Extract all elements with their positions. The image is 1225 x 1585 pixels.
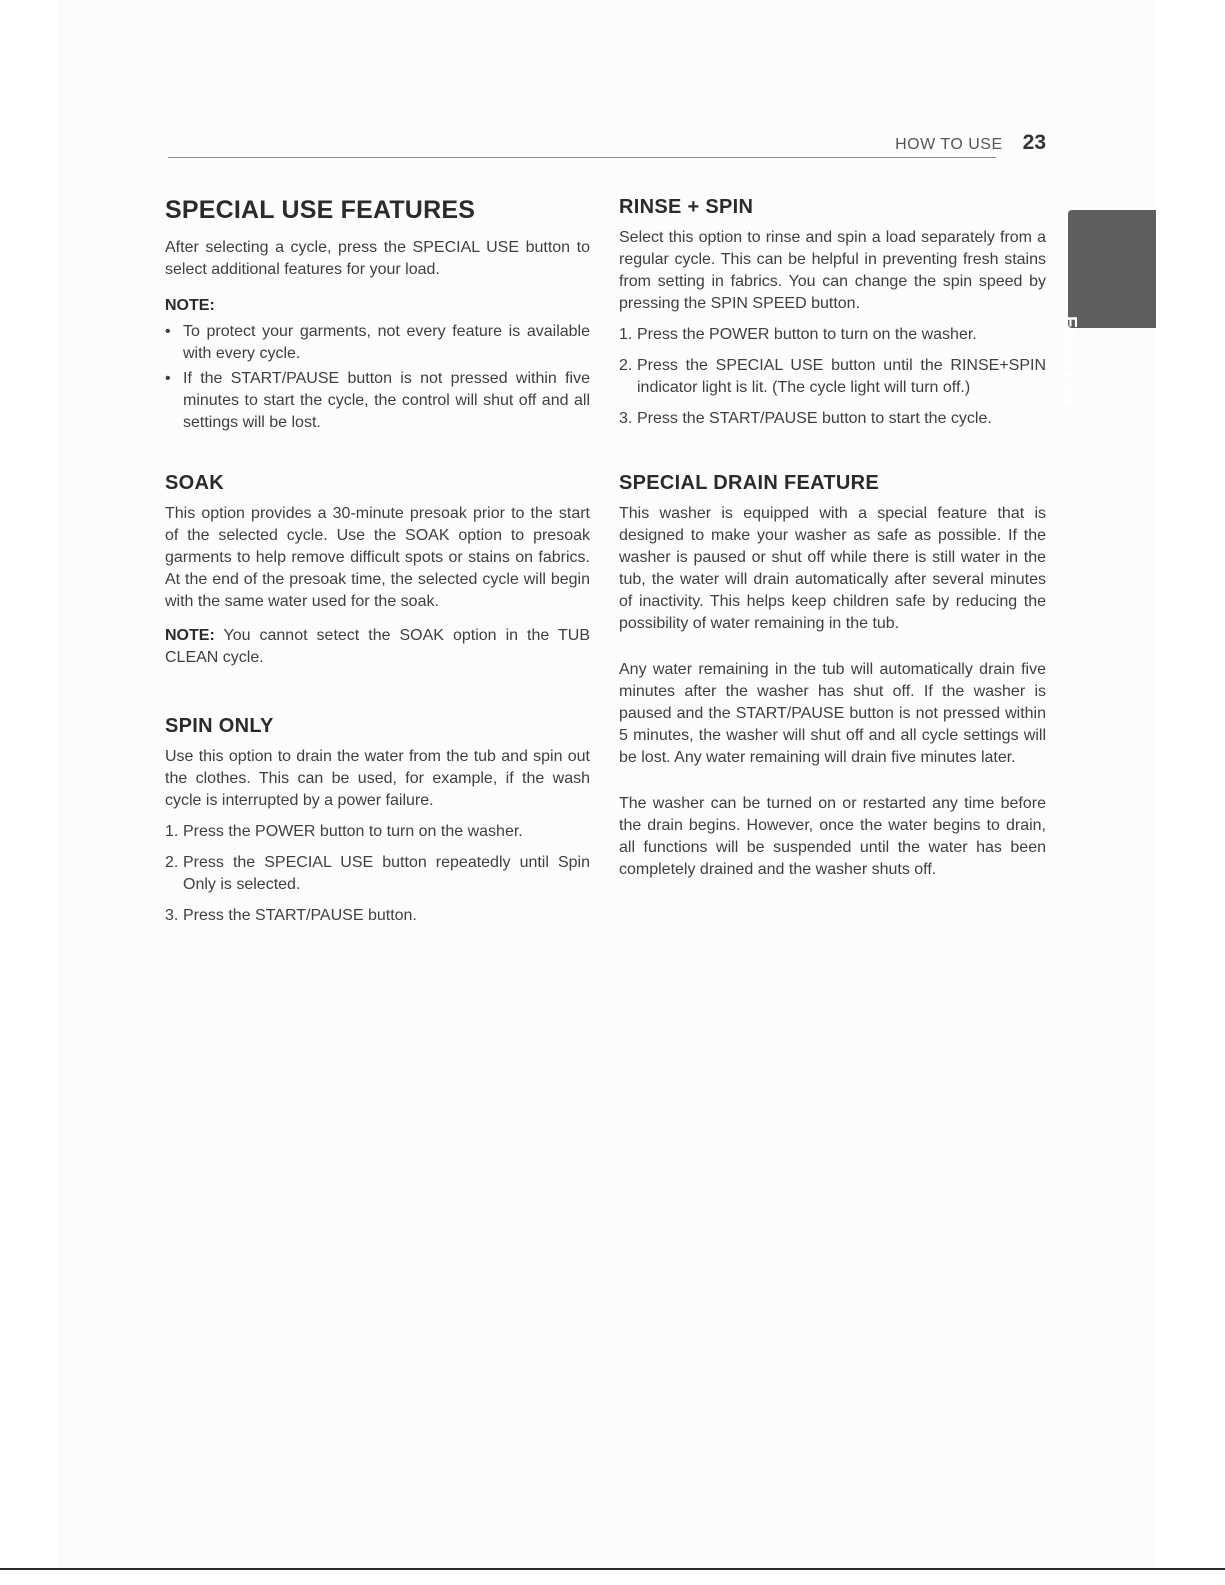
note-label: NOTE:: [165, 627, 215, 644]
special-use-title: SPECIAL USE FEATURES: [165, 196, 476, 224]
step-text: Press the SPECIAL USE button repeatedly until Spin Only is selected.: [183, 854, 590, 893]
spin-only-body: Use this option to drain the water from the tub and spin out the clothes. This can be used, for example, if the wash cycle is interrupted by a power failure.: [165, 748, 590, 809]
step-text: Press the START/PAUSE button to start the cycle.: [637, 410, 992, 427]
step-item: [165, 905, 590, 927]
right-column: [619, 196, 1046, 881]
step-item: [619, 324, 1046, 346]
step-item: [619, 355, 1046, 399]
soak-note: [165, 625, 590, 669]
step-text: Press the POWER button to turn on the washer.: [637, 326, 977, 343]
step-item: [619, 408, 1046, 430]
special-drain-paragraph: The washer can be turned on or restarted any time before the drain begins. However, once the water begins to drain, all functions will be suspended until the water has been completely drained and the washer shuts off.: [619, 795, 1046, 878]
special-drain-title: SPECIAL DRAIN FEATURE: [619, 472, 880, 494]
step-number: 2.: [619, 357, 633, 374]
note-item: • To protect your garments, not every feature is available with every cycle.: [165, 321, 590, 365]
step-text: Press the SPECIAL USE button until the RINSE+SPIN indicator light is lit. (The cycle light will turn off.): [637, 357, 1046, 396]
page-number: 23: [1022, 131, 1046, 154]
rinse-spin-body: Select this option to rinse and spin a load separately from a regular cycle. This can be helpful in preventing fresh stains from setting in fabrics. You can change the spin speed by pressing the SPIN SPEED button.: [619, 229, 1046, 312]
section-title: HOW TO USE: [895, 136, 1003, 153]
step-text: Press the POWER button to turn on the washer.: [183, 823, 523, 840]
special-use-section: [165, 196, 590, 434]
language-tab: [1060, 210, 1156, 407]
step-text: Press the START/PAUSE button.: [183, 907, 417, 924]
rinse-spin-title: RINSE + SPIN: [619, 196, 754, 218]
step-number: 2.: [165, 854, 179, 871]
step-number: 3.: [619, 410, 633, 427]
spin-only-steps: [165, 821, 590, 927]
left-column: [165, 196, 590, 927]
step-number: 1.: [165, 823, 179, 840]
soak-body: This option provides a 30-minute presoak prior to the start of the selected cycle. Use the SOAK option to presoak garments to help remove difficult spots or stains on fabrics. At the end of the presoak time, the selected cycle will begin with the same water used for the soak.: [165, 505, 590, 610]
spin-only-section: [165, 715, 590, 927]
special-drain-paragraph: Any water remaining in the tub will automatically drain five minutes after the washer has shut off. If the washer is paused and the START/PAUSE button is not pressed within 5 minutes, the washer will shut off and all cycle settings will be lost. Any water remaining will drain five minutes later.: [619, 661, 1046, 766]
step-number: 3.: [165, 907, 179, 924]
running-header: [0, 131, 1046, 155]
rinse-spin-steps: [619, 324, 1046, 430]
step-number: 1.: [619, 326, 633, 343]
soak-note-text: You cannot setect the SOAK option in the TUB CLEAN cycle.: [165, 627, 590, 666]
language-tab-label: ENGLISH: [1060, 316, 1080, 407]
soak-section: [165, 472, 590, 669]
header-divider: [168, 157, 996, 158]
special-drain-paragraph: This washer is equipped with a special feature that is designed to make your washer as safe as possible. If the washer is paused or shut off while there is still water in the tub, the water will drain automatically after several minutes of inactivity. This helps keep children safe by reducing the possibility of water remaining in the tub.: [619, 505, 1046, 632]
special-drain-section: [619, 472, 1046, 881]
soak-title: SOAK: [165, 472, 224, 494]
step-item: [165, 852, 590, 896]
note-heading: NOTE:: [165, 297, 215, 314]
special-use-intro: After selecting a cycle, press the SPECIAL USE button to select additional features for your load.: [165, 239, 590, 278]
note-list: [165, 321, 590, 434]
bottom-border: [0, 1568, 1225, 1570]
rinse-spin-section: [619, 196, 1046, 430]
note-item: • If the START/PAUSE button is not pressed within five minutes to start the cycle, the control will shut off and all settings will be lost.: [165, 368, 590, 434]
step-item: [165, 821, 590, 843]
spin-only-title: SPIN ONLY: [165, 715, 274, 737]
